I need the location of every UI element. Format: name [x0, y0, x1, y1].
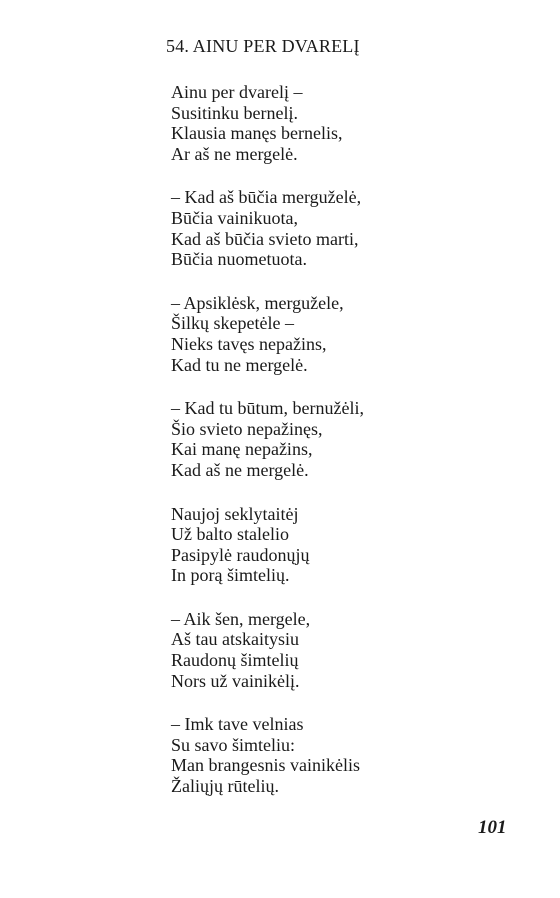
poem-line: Už balto stalelio	[171, 524, 289, 545]
poem-line: In porą šimtelių.	[171, 565, 290, 586]
poem-line: Aš tau atskaitysiu	[171, 629, 299, 650]
stanza-3	[171, 293, 501, 375]
poem-line: Kad tu ne mergelė.	[171, 354, 308, 375]
poem-line: Ar aš ne mergelė.	[171, 143, 298, 164]
stanza-1	[171, 82, 501, 164]
stanza-2	[171, 187, 501, 269]
poem-line: Su savo šimteliu:	[171, 734, 296, 755]
poem-title: 54. AINU PER DVARELĮ	[166, 36, 360, 56]
stanza-4	[171, 398, 501, 480]
poem-line: Pasipylė raudonųjų	[171, 544, 310, 565]
poem-line: Šilkų skepetėle –	[171, 313, 294, 334]
poem-line: Nors už vainikėlį.	[171, 670, 300, 691]
poem-line: – Apsiklėsk, mergužele,	[171, 292, 344, 313]
poem-line: Šio svieto nepažinęs,	[171, 418, 323, 439]
page-number: 101	[478, 817, 507, 838]
stanza-5	[171, 504, 501, 586]
poem-line: – Aik šen, mergele,	[171, 608, 311, 629]
poem-line: Raudonų šimtelių	[171, 650, 299, 671]
poem-line: – Kad aš būčia merguželė,	[171, 187, 362, 208]
poem-line: Ainu per dvarelį –	[171, 82, 303, 102]
poem-line: Kai manę nepažins,	[171, 439, 313, 460]
stanza-6	[171, 609, 501, 691]
stanza-7	[171, 714, 501, 796]
poem-line: Man brangesnis vainikėlis	[171, 755, 360, 776]
poem-line: Žaliųjų rūtelių.	[171, 776, 279, 797]
poem-line: Būčia vainikuota,	[171, 207, 298, 228]
poem-line: Naujoj seklytaitėj	[171, 503, 299, 524]
poem-line: Kad aš būčia svieto marti,	[171, 228, 359, 249]
poem-line: – Kad tu būtum, bernužėli,	[171, 398, 364, 419]
poem-line: Būčia nuometuota.	[171, 249, 307, 270]
poem-line: Klausia manęs bernelis,	[171, 123, 343, 144]
poem-body	[171, 82, 501, 820]
poem-line: – Imk tave velnias	[171, 714, 304, 735]
poem-line: Nieks tavęs nepažins,	[171, 333, 327, 354]
poem-line: Kad aš ne mergelė.	[171, 459, 309, 480]
poem-line: Susitinku bernelį.	[171, 102, 298, 123]
